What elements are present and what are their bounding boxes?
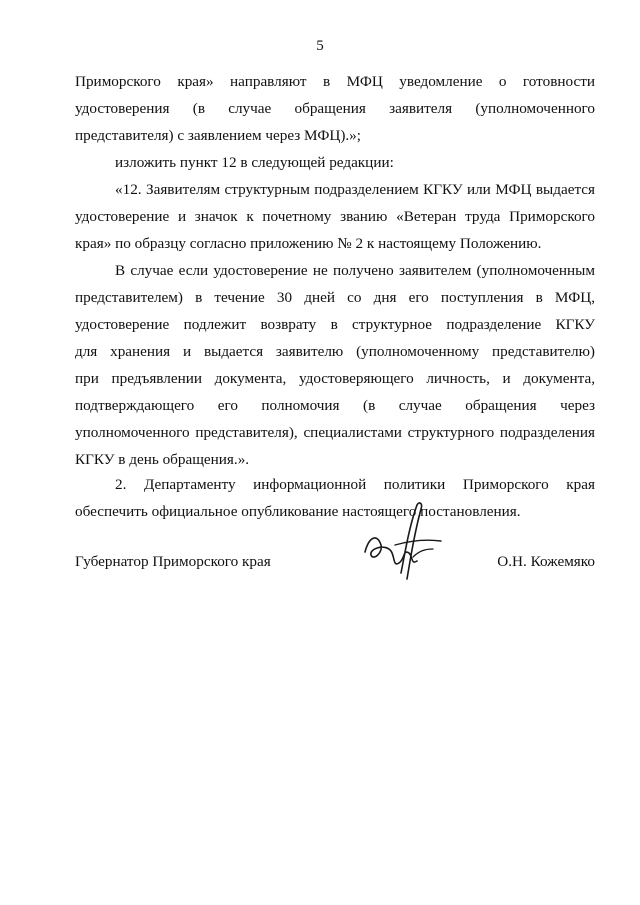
text-line: представителем) в течение 30 дней со дня его поступления в МФЦ, <box>75 289 595 306</box>
text-line: удостоверение и значок к почетному званию «Ветеран труда Приморского <box>75 208 595 225</box>
text-line: уполномоченного представителя), специалистами структурного подразделения <box>75 424 595 441</box>
text-line: удостоверение подлежит возврату в структурное подразделение КГКУ <box>75 316 595 333</box>
text-line: удостоверения (в случае обращения заявителя (уполномоченного <box>75 100 595 117</box>
text-line: 2. Департаменту информационной политики Приморского края <box>115 476 595 493</box>
text-line: подтверждающего его полномочия (в случае обращения через <box>75 397 595 414</box>
text-line: Приморского края» направляют в МФЦ уведомление о готовности <box>75 73 595 90</box>
text-line: края» по образцу согласно приложению № 2 к настоящему Положению. <box>75 235 542 252</box>
signatory-position: Губернатор Приморского края <box>75 553 271 570</box>
text-line: КГКУ в день обращения.». <box>75 451 250 468</box>
text-line: при предъявлении документа, удостоверяющего личность, и документа, <box>75 370 595 387</box>
signatory-name: О.Н. Кожемяко <box>497 553 595 570</box>
page-number: 5 <box>316 38 324 54</box>
text-line: В случае если удостоверение не получено заявителем (уполномоченным <box>115 262 595 279</box>
signature-block <box>75 553 595 577</box>
text-line: изложить пункт 12 в следующей редакции: <box>115 154 394 171</box>
text-line: для хранения и выдается заявителю (уполномоченному представителю) <box>75 343 595 360</box>
text-line: обеспечить официальное опубликование настоящего постановления. <box>75 503 521 520</box>
text-line: представителя) с заявлением через МФЦ).»; <box>75 127 361 144</box>
text-line: «12. Заявителям структурным подразделением КГКУ или МФЦ выдается <box>115 181 595 198</box>
